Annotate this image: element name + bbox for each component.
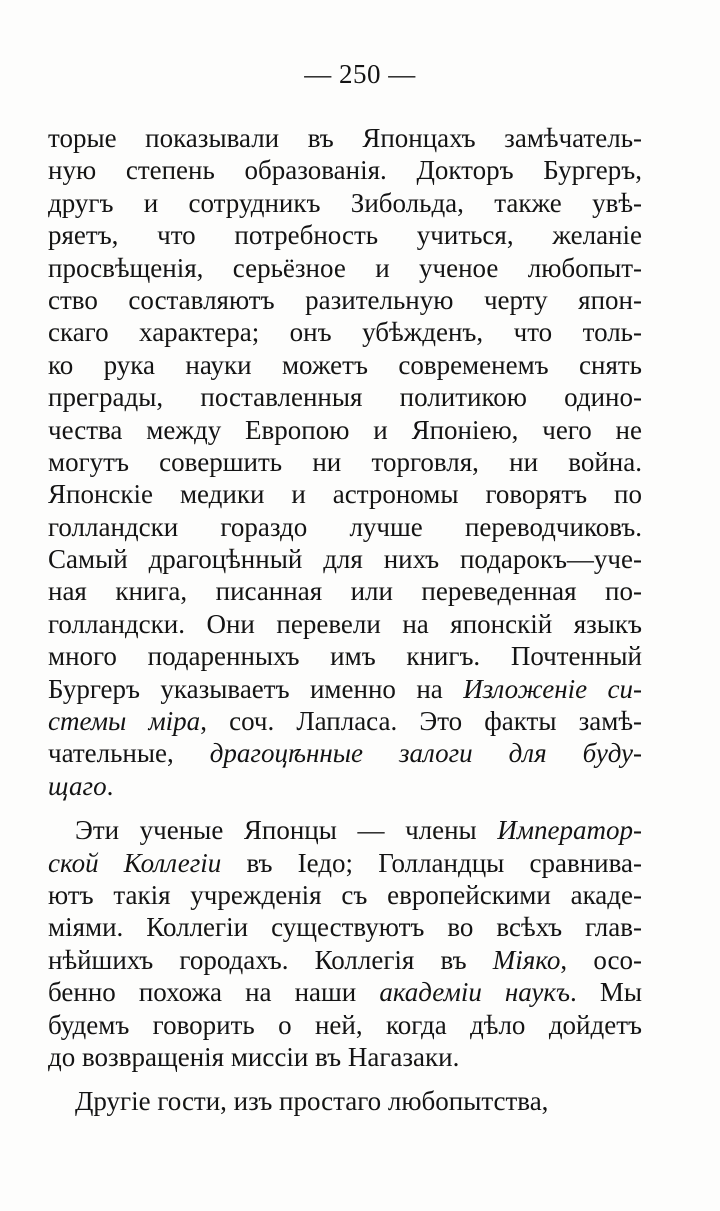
text-line bbox=[48, 381, 642, 413]
text-line bbox=[48, 154, 642, 186]
text-run: въ Іедо; Голландцы сравнива- bbox=[221, 847, 642, 878]
paragraph-gap bbox=[48, 802, 642, 814]
text-run: ную степень образованія. Докторъ Бургеръ, bbox=[48, 155, 642, 186]
text-line bbox=[48, 316, 642, 348]
text-line bbox=[48, 911, 642, 943]
text-run: ко рука науки можетъ современемъ снять bbox=[48, 349, 642, 380]
text-line bbox=[48, 122, 642, 154]
text-line bbox=[48, 944, 642, 976]
italic-text: щаго bbox=[48, 770, 107, 801]
text-run: голландски гораздо лучше переводчиковъ. bbox=[48, 511, 642, 542]
text-run: . bbox=[106, 770, 114, 801]
text-run: Эти ученые Японцы — члены bbox=[75, 815, 498, 846]
text-line bbox=[48, 814, 642, 846]
text-run: чества между Европою и Японіею, чего не bbox=[48, 414, 642, 445]
italic-text: ской Коллегіи bbox=[48, 847, 222, 878]
text-line bbox=[48, 349, 642, 381]
text-run: торые показывали въ Японцахъ замѣчатель- bbox=[48, 123, 642, 153]
italic-text: Міяко bbox=[492, 944, 561, 975]
text-run: до возвращенія миссіи въ Нагазаки. bbox=[48, 1041, 460, 1072]
text-line bbox=[48, 478, 642, 510]
italic-text: Император- bbox=[497, 815, 642, 846]
paragraph bbox=[48, 1085, 642, 1117]
text-line bbox=[48, 414, 642, 446]
italic-text: драгоцѣнные залоги для буду- bbox=[209, 738, 642, 769]
text-run: Самый драгоцѣнный для нихъ подарокъ—уче- bbox=[48, 544, 642, 575]
text-line bbox=[48, 511, 642, 543]
italic-text: академіи наукъ bbox=[379, 977, 571, 1008]
paragraph bbox=[48, 122, 642, 802]
text-run: міями. Коллегіи существуютъ во всѣхъ глав- bbox=[48, 912, 642, 943]
text-line bbox=[48, 640, 642, 672]
text-line bbox=[48, 284, 642, 316]
text-line bbox=[48, 252, 642, 284]
text-run: бенно похожа на наши bbox=[48, 977, 380, 1008]
text-run: ная книга, писанная или переведенная по- bbox=[48, 576, 642, 607]
paragraph bbox=[48, 814, 642, 1073]
text-line bbox=[48, 187, 642, 219]
italic-text: Изложеніе си- bbox=[463, 673, 642, 704]
text-run: . Мы bbox=[570, 977, 642, 1008]
text-run: Другіе гости, изъ простаго любопытства, bbox=[75, 1086, 549, 1117]
text-run: скаго характера; онъ убѣжденъ, что толь- bbox=[48, 317, 642, 348]
text-run: будемъ говорить о ней, когда дѣло дойдетъ bbox=[48, 1009, 642, 1040]
text-run: ство составляютъ разительную черту япон- bbox=[48, 284, 642, 315]
body-text bbox=[48, 122, 642, 1118]
text-run: преграды, поставленныя политикою одино- bbox=[48, 382, 642, 413]
text-line bbox=[48, 575, 642, 607]
text-line bbox=[48, 1009, 642, 1041]
text-run: , осо- bbox=[560, 944, 642, 975]
text-run: могутъ совершить ни торговля, ни война. bbox=[48, 446, 642, 477]
text-run: ряетъ, что потребность учиться, желаніе bbox=[48, 220, 642, 251]
text-line bbox=[48, 543, 642, 575]
text-line bbox=[48, 219, 642, 251]
text-run: , соч. Лапласа. Это факты замѣ- bbox=[200, 706, 642, 737]
text-run: много подаренныхъ имъ книгъ. Почтенный bbox=[48, 641, 642, 672]
text-run: чательные, bbox=[48, 738, 210, 769]
text-run: нѣйшихъ городахъ. Коллегія въ bbox=[48, 944, 493, 975]
text-line bbox=[48, 705, 642, 737]
text-run: просвѣщенія, серьёзное и ученое любопыт- bbox=[48, 252, 642, 283]
text-line bbox=[48, 847, 642, 879]
text-line bbox=[48, 446, 642, 478]
page-number: — 250 — bbox=[304, 59, 416, 89]
italic-text: стемы міра bbox=[48, 706, 201, 737]
text-line bbox=[48, 608, 642, 640]
text-line bbox=[48, 1041, 642, 1073]
paragraph-gap bbox=[48, 1073, 642, 1085]
text-line bbox=[48, 673, 642, 705]
text-line bbox=[48, 770, 642, 802]
text-run: голландски. Они перевели на японскій языкъ bbox=[48, 608, 642, 639]
text-run: Японскіе медики и астрономы говорятъ по bbox=[48, 479, 642, 510]
text-run: Бургеръ указываетъ именно на bbox=[48, 673, 464, 704]
text-run: другъ и сотрудникъ Зибольда, также увѣ- bbox=[48, 187, 642, 218]
text-run: ютъ такія учрежденія съ европейскими акаде- bbox=[48, 879, 642, 910]
text-line bbox=[48, 879, 642, 911]
text-line bbox=[48, 976, 642, 1008]
text-line bbox=[48, 737, 642, 769]
text-line bbox=[48, 1085, 642, 1117]
